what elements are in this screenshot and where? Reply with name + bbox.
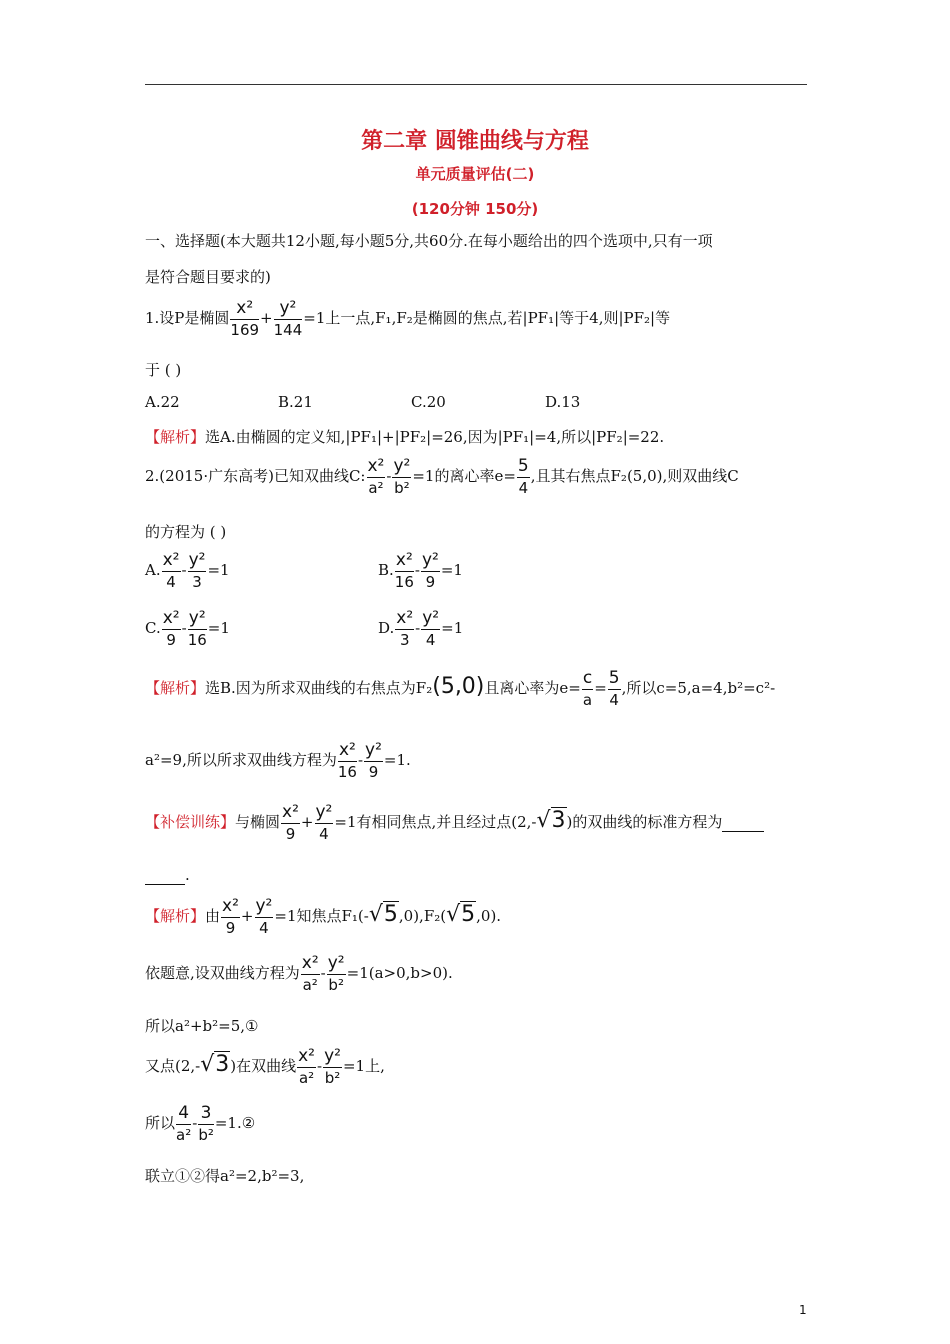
- q2-fraction-x: $\frac{\text{x²}}{\text{a²}}$: [367, 456, 385, 497]
- chapter-title: 第二章 圆锥曲线与方程: [361, 129, 589, 154]
- q1-option-c: C.20: [411, 393, 446, 411]
- q1-option-d: D.13: [545, 393, 581, 411]
- q1-prefix: 1.设P是椭圆: [145, 309, 230, 327]
- extra-step1: 依题意,设双曲线方程为 $\frac{\text{x²}}{\text{a²}}$ - $\frac{\text{y²}}{\text{b²}}$ =1(a>0,b>0).: [145, 953, 453, 994]
- q2-prefix: 2.(2015·广东高考)已知双曲线C:: [145, 467, 366, 485]
- q2-eccentricity: $\frac{5}{4}$: [517, 456, 529, 497]
- answer-blank: [722, 813, 764, 832]
- q2-suffix: ,且其右焦点F₂(5,0),则双曲线C: [530, 467, 739, 485]
- question-2-line1: 2.(2015·广东高考)已知双曲线C: $\frac{\text{x²}}{\text{a²}}$ - $\frac{\text{y²}}{\text{b²}}$ =1的离心率e= $\frac{5}{4}$ ,且其右焦点F₂(5,0),则双曲线C: [145, 456, 739, 497]
- extra-step3: 又点(2,-√3)在双曲线 $\frac{\text{x²}}{\text{a²}}$ - $\frac{\text{y²}}{\text{b²}}$ =1上,: [145, 1046, 385, 1087]
- extra-line1: 【补偿训练】与椭圆 $\frac{\text{x²}}{9}$ + $\frac{\text{y²}}{4}$ =1有相同焦点,并且经过点(2,-√3)的双曲线的标准方程为: [145, 804, 764, 842]
- q1-fraction-y: $\frac{\text{y²}}{144}$: [273, 298, 303, 339]
- q1-answer: [145, 426, 664, 447]
- q2-answer-line2: a²=9,所以所求双曲线方程为 $\frac{\text{x²}}{16}$ - $\frac{\text{y²}}{9}$ =1.: [145, 740, 411, 781]
- q1-fraction-x: $\frac{\text{x²}}{169}$: [230, 298, 260, 339]
- q1-answer-text: 选A.由椭圆的定义知,|PF₁|+|PF₂|=26,因为|PF₁|=4,所以|PF₂|=22.: [205, 428, 665, 446]
- extra-tag: 【补偿训练】: [145, 813, 236, 831]
- q1-answer-tag: 【解析】: [145, 428, 206, 446]
- q1-option-a: A.22: [145, 393, 180, 411]
- extra-line2: .: [145, 866, 190, 885]
- answer-blank-cont: [145, 866, 185, 885]
- extra-answer-tag: 【解析】: [145, 907, 206, 925]
- q2-answer-tag: 【解析】: [145, 679, 206, 697]
- question-2-line2: 的方程为 ( ): [145, 523, 227, 541]
- q2-focus-point: (5,0): [432, 674, 485, 699]
- q2-option-c: C. $\frac{\text{x²}}{9}$ - $\frac{\text{y²}}{16}$ =1: [145, 608, 230, 649]
- section-heading-line1: 一、选择题(本大题共12小题,每小题5分,共60分.在每小题给出的四个选项中,只有一项: [145, 232, 713, 250]
- q2-option-a: A. $\frac{\text{x²}}{4}$ - $\frac{\text{y²}}{3}$ =1: [145, 550, 230, 591]
- q2-fraction-y: $\frac{\text{y²}}{\text{b²}}$: [393, 456, 411, 497]
- q2-mid: =1的离心率e=: [412, 467, 516, 485]
- time-score: (120分钟 150分): [411, 200, 539, 218]
- q2-option-d: D. $\frac{\text{x²}}{3}$ - $\frac{\text{y²}}{4}$ =1: [378, 608, 464, 649]
- question-1-line2: 于 ( ): [145, 361, 182, 379]
- sqrt3-radical: √3: [536, 808, 566, 833]
- extra-step2: 所以a²+b²=5,①: [145, 1017, 259, 1035]
- extra-answer-line1: 【解析】由 $\frac{\text{x²}}{9}$ + $\frac{\text{y²}}{4}$ =1知焦点F₁(-√5,0),F₂(√5,0).: [145, 896, 502, 937]
- q1-suffix: =1上一点,F₁,F₂是椭圆的焦点,若|PF₁|等于4,则|PF₂|等: [303, 309, 671, 327]
- page-number: 1: [799, 1303, 807, 1317]
- extra-step4: 所以 $\frac{4}{\text{a²}}$ - $\frac{3}{\text{b²}}$ =1.②: [145, 1103, 256, 1144]
- unit-subtitle: 单元质量评估(二): [415, 165, 535, 183]
- q1-option-b: B.21: [278, 393, 313, 411]
- q2-option-b: B. $\frac{\text{x²}}{16}$ - $\frac{\text{y²}}{9}$ =1: [378, 550, 463, 591]
- question-1-line1: 1.设P是椭圆 $\frac{\text{x²}}{169}$ + $\frac{\text{y²}}{144}$ =1上一点,F₁,F₂是椭圆的焦点,若|PF₁|等于4,则|PF₂|等: [145, 298, 671, 339]
- extra-step5: 联立①②得a²=2,b²=3,: [145, 1167, 305, 1185]
- header-rule: [145, 84, 807, 85]
- q2-answer-line1: 【解析】选B.因为所求双曲线的右焦点为F₂(5,0)且离心率为e= $\frac{c}{a}$ = $\frac{5}{4}$ ,所以c=5,a=4,b²=c²-: [145, 668, 776, 709]
- section-heading-line2: 是符合题目要求的): [145, 268, 271, 286]
